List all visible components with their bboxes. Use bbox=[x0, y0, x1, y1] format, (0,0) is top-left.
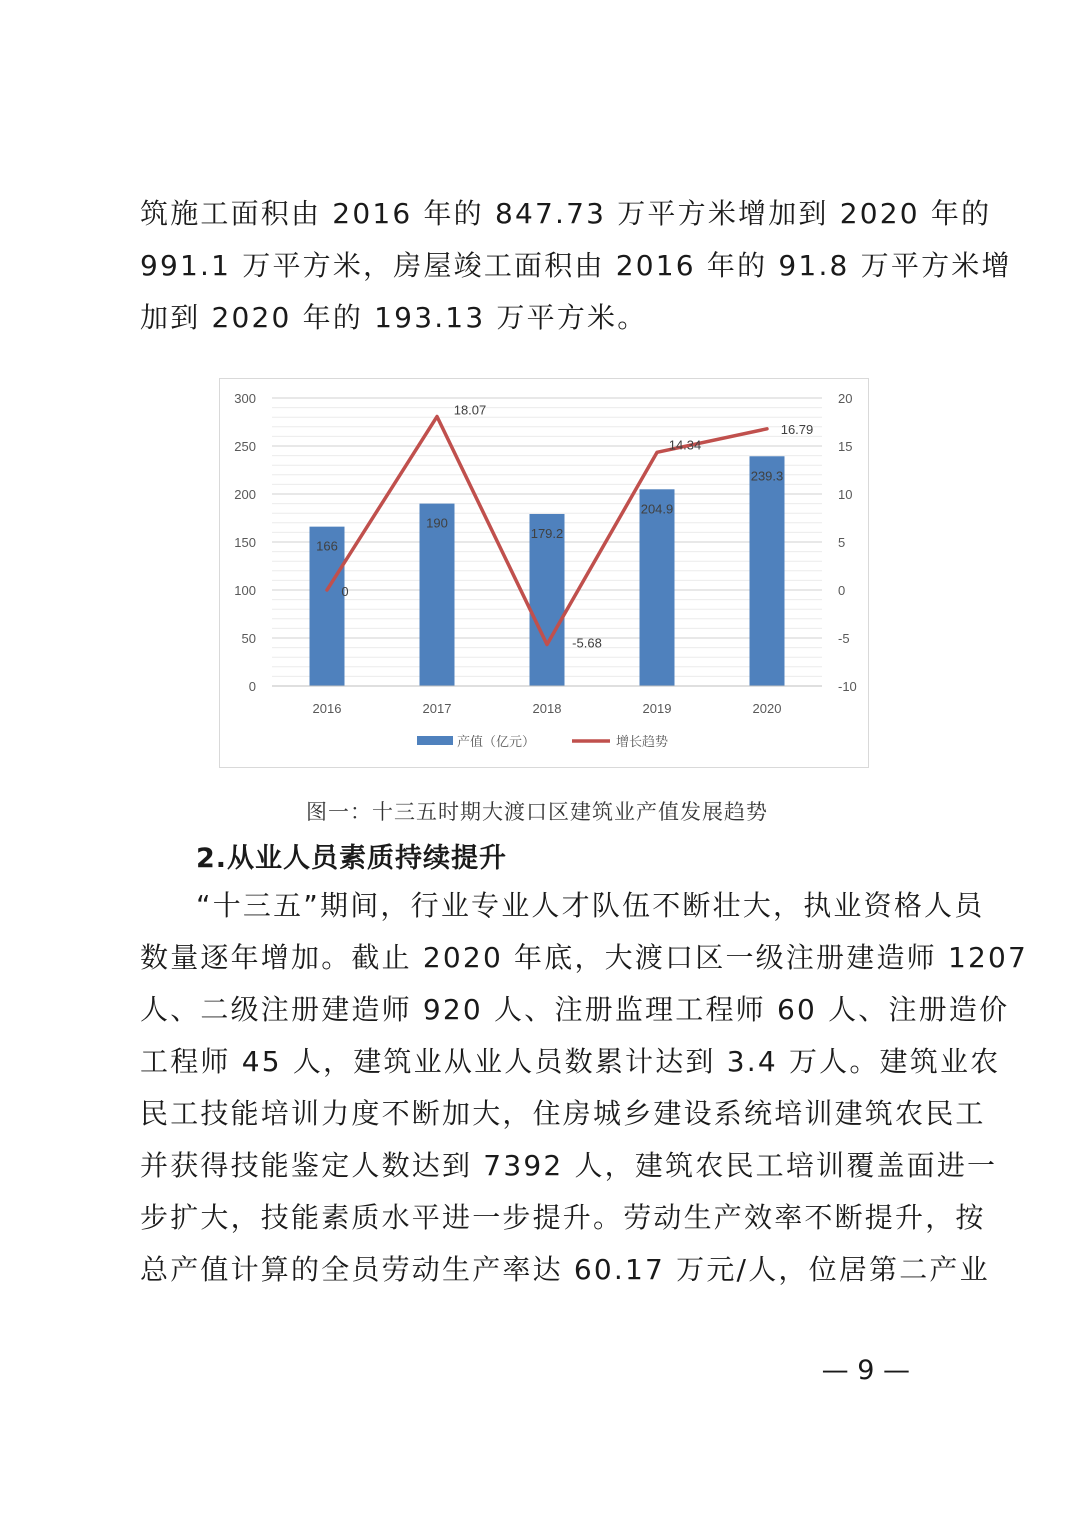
body-line: 民工技能培训力度不断加大，住房城乡建设系统培训建筑农民工 bbox=[140, 1097, 986, 1130]
x-tick-label: 2018 bbox=[532, 701, 562, 716]
chart bbox=[220, 379, 870, 769]
legend-line-label: 增长趋势 bbox=[616, 734, 669, 749]
bar bbox=[750, 456, 785, 686]
y-left-tick-label: 50 bbox=[241, 631, 256, 646]
bar bbox=[420, 504, 455, 686]
intro-paragraph bbox=[140, 188, 1012, 344]
section-heading: 2.从业人员素质持续提升 bbox=[196, 843, 508, 874]
chart-container bbox=[219, 378, 869, 768]
y-right-tick-label: 10 bbox=[838, 487, 853, 502]
intro-line: 991.1 万平方米，房屋竣工面积由 2016 年的 91.8 万平方米增 bbox=[140, 249, 1012, 282]
intro-line: 加到 2020 年的 193.13 万平方米。 bbox=[140, 301, 648, 334]
body-line: 总产值计算的全员劳动生产率达 60.17 万元/人，位居第二产业 bbox=[140, 1253, 990, 1286]
bar-data-label: 239.3 bbox=[750, 468, 784, 484]
bar-data-label: 190 bbox=[426, 515, 448, 531]
y-right-tick-label: 15 bbox=[838, 439, 853, 454]
y-left-tick-label: 0 bbox=[248, 679, 256, 694]
line-data-label: -5.68 bbox=[572, 635, 602, 651]
legend-bar-label: 产值（亿元） bbox=[457, 734, 536, 749]
body-paragraph bbox=[140, 880, 1029, 1296]
body-line: 并获得技能鉴定人数达到 7392 人，建筑农民工培训覆盖面进一 bbox=[140, 1149, 998, 1182]
y-left-tick-label: 250 bbox=[234, 439, 256, 454]
body-line: 数量逐年增加。截止 2020 年底，大渡口区一级注册建造师 1207 bbox=[140, 941, 1029, 974]
line-data-label: 16.79 bbox=[780, 421, 814, 437]
figure-caption: 图一：十三五时期大渡口区建筑业产值发展趋势 bbox=[306, 800, 768, 824]
y-left-tick-label: 150 bbox=[234, 535, 256, 550]
x-tick-label: 2020 bbox=[752, 701, 782, 716]
intro-line: 筑施工面积由 2016 年的 847.73 万平方米增加到 2020 年的 bbox=[140, 197, 992, 230]
page-number: — 9 — bbox=[821, 1355, 910, 1386]
line-data-label: 0 bbox=[341, 584, 349, 599]
y-left-tick-label: 100 bbox=[234, 583, 256, 598]
body-line: 步扩大，技能素质水平进一步提升。劳动生产效率不断提升，按 bbox=[140, 1201, 986, 1234]
body-line: 人、二级注册建造师 920 人、注册监理工程师 60 人、注册造价 bbox=[140, 993, 1010, 1026]
body-line: 工程师 45 人，建筑业从业人员数累计达到 3.4 万人。建筑业农 bbox=[140, 1045, 1001, 1078]
y-left-tick-label: 200 bbox=[234, 487, 256, 502]
x-tick-label: 2016 bbox=[312, 701, 342, 716]
x-tick-label: 2017 bbox=[422, 701, 452, 716]
legend-bar-swatch bbox=[417, 736, 453, 745]
bar-data-label: 204.9 bbox=[640, 501, 674, 517]
bar-data-label: 179.2 bbox=[530, 525, 564, 541]
line-data-label: 18.07 bbox=[453, 402, 487, 418]
y-right-tick-label: 5 bbox=[838, 535, 846, 550]
y-right-tick-label: -10 bbox=[838, 679, 857, 694]
y-right-tick-label: 20 bbox=[838, 391, 853, 406]
body-line: “十三五”期间，行业专业人才队伍不断壮大，执业资格人员 bbox=[196, 889, 985, 922]
y-left-tick-label: 300 bbox=[234, 391, 256, 406]
y-right-tick-label: -5 bbox=[838, 631, 850, 646]
bar-data-label: 166 bbox=[316, 538, 338, 554]
x-tick-label: 2019 bbox=[642, 701, 672, 716]
line-data-label: 14.34 bbox=[668, 437, 702, 453]
bar bbox=[640, 489, 675, 686]
y-right-tick-label: 0 bbox=[838, 583, 846, 598]
